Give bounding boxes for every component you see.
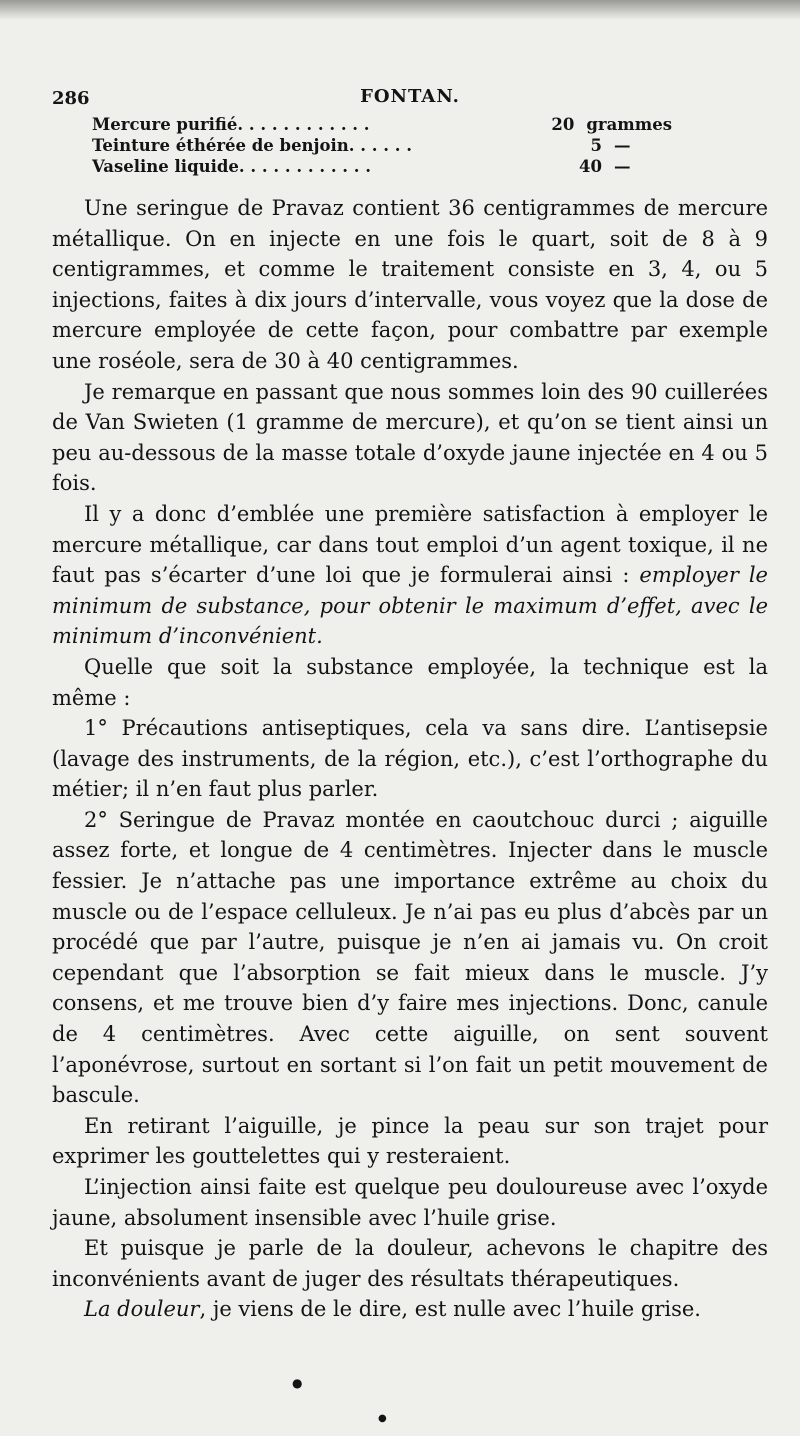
italic-maxim: employer le minimum de substance, pour obtenir le maximum d’effet, avec le minimum d’inconvénient. (52, 563, 768, 649)
recipe-ingredient: Teinture éthérée de benjoin. . . . . . (92, 136, 412, 155)
scan-edge (0, 0, 800, 20)
recipe-quantity: 40 (579, 157, 602, 176)
paragraph (52, 1294, 768, 1325)
paragraph: L’injection ainsi faite est quelque peu douloureuse avec l’oxyde jaune, absolument insensible avec l’huile grise. (52, 1175, 768, 1230)
paragraph: En retirant l’aiguille, je pince la peau sur son trajet pour exprimer les gouttelettes qui y resteraient. (52, 1113, 768, 1169)
page-number: 286 (52, 88, 90, 109)
recipe-ingredient: Mercure purifié. . . . . . . . . . . . (92, 115, 370, 134)
running-title: FONTAN. (360, 86, 460, 107)
paragraph: Quelle que soit la substance employée, la technique est la même : (52, 654, 768, 710)
print-speck: ● (292, 1376, 303, 1390)
paragraph: Je remarque en passant que nous sommes loin des 90 cuillerées de Van Swieten (1 gramme de mercure), et qu’on se tient ainsi un peu au-dessous de la masse totale d’oxyde jaune injectée en 4 ou 5 fois. (52, 379, 768, 496)
paragraph: Et puisque je parle de la douleur, achevons le chapitre des inconvénients avant de juger des résultats thérapeutiques. (52, 1236, 768, 1291)
paragraph (52, 499, 768, 652)
recipe-row (92, 135, 672, 156)
recipe-quantity: 5 (590, 136, 602, 155)
recipe-row (92, 114, 672, 135)
print-speck: ● (378, 1413, 387, 1424)
recipe-quantity: 20 (551, 115, 575, 134)
recipe-unit: — (614, 157, 631, 176)
recipe-unit: — (614, 136, 631, 155)
recipe-ingredient: Vaseline liquide. . . . . . . . . . . . (92, 157, 372, 176)
paragraph: Une seringue de Pravaz contient 36 centigrammes de mercure métallique. On en injecte en une fois le quart, soit de 8 à 9 centigrammes, et comme le traitement consiste en 3, 4, ou 5 injections, faites à dix jours d’intervalle, vous voyez que la dose de mercure employée de cette façon, pour combattre par exemple une roséole, sera de 30 à 40 centigrammes. (52, 196, 768, 373)
body-text (52, 193, 768, 1325)
running-head (52, 84, 768, 114)
paragraph: 1° Précautions antiseptiques, cela va sans dire. L’antisepsie (lavage des instruments, de la région, etc.), c’est l’orthographe du métier; il n’en faut plus parler. (52, 716, 768, 802)
recipe-list (92, 114, 672, 177)
page (52, 84, 768, 1325)
paragraph-text: , je viens de le dire, est nulle avec l’huile grise. (199, 1297, 701, 1322)
italic-term: La douleur (84, 1297, 200, 1322)
paragraph: 2° Seringue de Pravaz montée en caoutchouc durci ; aiguille assez forte, et longue de 4 centimètres. Injecter dans le muscle fessier. Je n’attache pas une importance extrême au choix du muscle ou de l’espace celluleux. Je n’ai pas eu plus d’abcès par un procédé que par l’autre, puisque je n’en ai jamais vu. On croit cependant que l’absorption se fait mieux dans le muscle. J’y consens, et me trouve bien d’y faire mes injections. Donc, canule de 4 centimètres. Avec cette aiguille, on sent souvent l’aponévrose, surtout en sortant si l’on fait un petit mouvement de bascule. (52, 807, 768, 1108)
paragraph-text: Il y a donc d’emblée une première satisfaction à employer le mercure métallique, car dans tout emploi d’un agent toxique, il ne faut pas s’écarter d’une loi que je formulerai ainsi : (52, 501, 768, 588)
recipe-unit: grammes (586, 115, 672, 134)
recipe-row (92, 156, 672, 177)
